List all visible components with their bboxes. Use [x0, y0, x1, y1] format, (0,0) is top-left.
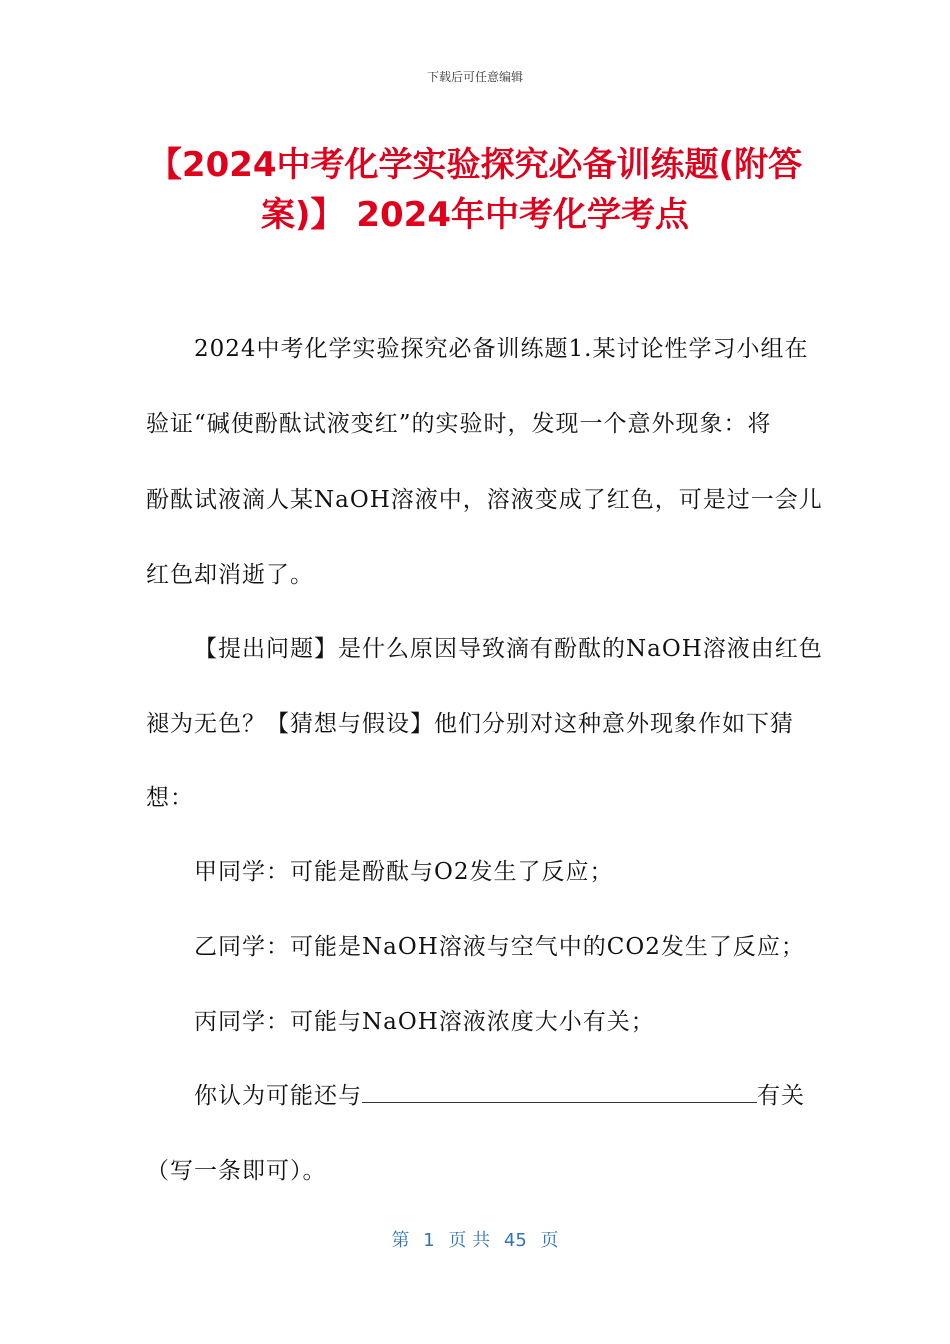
paragraph-line: 褪为无色？【猜想与假设】他们分别对这种意外现象作如下猜	[146, 711, 794, 737]
footer-label-before: 第	[391, 1230, 410, 1251]
footer-label-mid: 页 共	[448, 1230, 491, 1251]
hypothesis-bing: 丙同学：可能与NaOH溶液浓度大小有关；	[194, 1009, 655, 1035]
fill-in-question	[194, 1077, 805, 1110]
footer-label-after: 页	[540, 1230, 559, 1251]
paragraph-line: 红色却消逝了。	[146, 562, 314, 588]
paragraph-line: 【提出问题】是什么原因导致滴有酚酞的NaOH溶液由红色	[194, 636, 823, 662]
fill-suffix: 有关	[757, 1083, 805, 1109]
paragraph-line: 2024中考化学实验探究必备训练题1.某讨论性学习小组在	[194, 336, 809, 362]
header-note: 下载后可任意编辑	[426, 70, 523, 84]
answer-blank[interactable]	[362, 1082, 757, 1103]
paragraph-line: 验证“碱使酚酞试液变红”的实验时，发现一个意外现象：将	[146, 411, 772, 437]
page-title: 【2024中考化学实验探究必备训练题(附答案)】 2024年中考化学考点	[147, 145, 803, 235]
page-footer	[0, 1226, 950, 1252]
hypothesis-jia: 甲同学：可能是酚酞与O2发生了反应；	[194, 859, 614, 885]
footer-page-number: 1	[423, 1230, 435, 1251]
fill-prefix: 你认为可能还与	[194, 1083, 362, 1109]
paragraph-line: 想：	[146, 785, 194, 811]
paragraph-line: （写一条即可）。	[146, 1158, 327, 1184]
hypothesis-yi: 乙同学：可能是NaOH溶液与空气中的CO2发生了反应；	[194, 934, 805, 960]
footer-total-pages: 45	[503, 1230, 527, 1251]
paragraph-line: 酚酞试液滴人某NaOH溶液中，溶液变成了红色，可是过一会儿	[146, 487, 823, 513]
